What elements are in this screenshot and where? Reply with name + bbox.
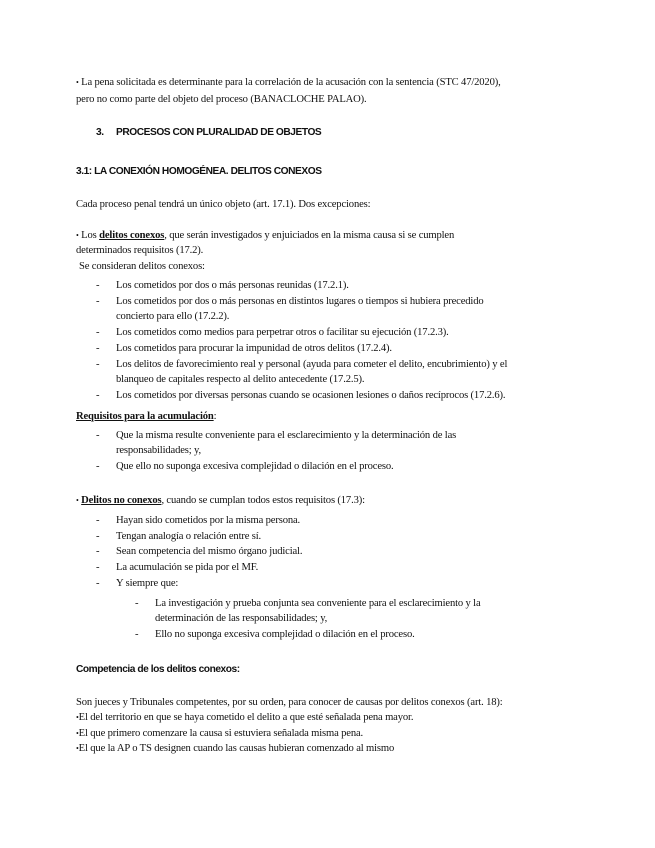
dash-icon: - bbox=[96, 359, 100, 370]
dash-icon: - bbox=[96, 280, 100, 291]
dash-icon: - bbox=[96, 343, 100, 354]
term-delitos-no-conexos: Delitos no conexos bbox=[81, 495, 162, 506]
section-3-heading: 3. PROCESOS CON PLURALIDAD DE OBJETOS bbox=[96, 127, 322, 138]
competencia-intro: Son jueces y Tribunales competentes, por su orden, para conocer de causas por delitos conexos (art. 18): bbox=[76, 697, 503, 708]
requisito-item: Que ello no suponga excesiva complejidad o dilación en el proceso. bbox=[116, 461, 394, 472]
competencia-item: •El del territorio en que se haya cometido el delito a que esté señalada pena mayor. bbox=[76, 712, 414, 723]
dash-icon: - bbox=[96, 546, 100, 557]
dash-icon: - bbox=[96, 461, 100, 472]
no-conexo-subitem: La investigación y prueba conjunta sea conveniente para el esclarecimiento y la bbox=[155, 598, 481, 609]
requisito-item-cont: responsabilidades; y, bbox=[116, 445, 202, 456]
bullet-icon: • bbox=[76, 713, 79, 722]
requisito-item: Que la misma resulte conveniente para el esclarecimiento y la determinación de las bbox=[116, 430, 457, 441]
no-conexo-subitem: Ello no suponga excesiva complejidad o dilación en el proceso. bbox=[155, 629, 415, 640]
conexo-item: Los cometidos por dos o más personas reunidas (17.2.1). bbox=[116, 280, 349, 291]
conexo-item: Los cometidos para procurar la impunidad de otros delitos (17.2.4). bbox=[116, 343, 392, 354]
bullet-icon: • bbox=[76, 231, 79, 240]
dash-icon: - bbox=[96, 515, 100, 526]
intro-line-1: • La pena solicitada es determinante para la correlación de la acusación con la sentencia (STC 47/2020), bbox=[76, 77, 501, 88]
dash-icon: - bbox=[135, 598, 139, 609]
no-conexo-subitem-cont: determinación de las responsabilidades; y, bbox=[155, 613, 328, 624]
competencia-heading: Competencia de los delitos conexos: bbox=[76, 664, 240, 675]
conexo-item: Los cometidos por diversas personas cuando se ocasionen lesiones o daños recíprocos (17.2.6). bbox=[116, 390, 506, 401]
paragraph-objeto: Cada proceso penal tendrá un único objeto (art. 17.1). Dos excepciones: bbox=[76, 199, 371, 210]
conexo-item-cont: concierto para ello (17.2.2). bbox=[116, 311, 230, 322]
no-conexo-item: La acumulación se pida por el MF. bbox=[116, 562, 259, 573]
bullet-icon: • bbox=[76, 496, 79, 505]
no-conexo-item: Y siempre que: bbox=[116, 578, 179, 589]
conexos-consideran: Se consideran delitos conexos: bbox=[79, 261, 205, 272]
bullet-icon: • bbox=[76, 729, 79, 738]
conexos-line-2: determinados requisitos (17.2). bbox=[76, 245, 204, 256]
no-conexo-item: Tengan analogía o relación entre sí. bbox=[116, 531, 262, 542]
dash-icon: - bbox=[96, 430, 100, 441]
dash-icon: - bbox=[96, 327, 100, 338]
dash-icon: - bbox=[135, 629, 139, 640]
dash-icon: - bbox=[96, 390, 100, 401]
dash-icon: - bbox=[96, 531, 100, 542]
competencia-item: •El que la AP o TS designen cuando las causas hubieran comenzado al mismo bbox=[76, 743, 395, 754]
requisitos-heading: Requisitos para la acumulación: bbox=[76, 411, 217, 422]
no-conexo-item: Hayan sido cometidos por la misma persona. bbox=[116, 515, 301, 526]
term-delitos-conexos: delitos conexos bbox=[99, 230, 165, 241]
conexo-item: Los cometidos como medios para perpetrar otros o facilitar su ejecución (17.2.3). bbox=[116, 327, 449, 338]
dash-icon: - bbox=[96, 578, 100, 589]
no-conexo-item: Sean competencia del mismo órgano judicial. bbox=[116, 546, 303, 557]
dash-icon: - bbox=[96, 562, 100, 573]
competencia-item: •El que primero comenzare la causa si estuviera señalada misma pena. bbox=[76, 728, 364, 739]
conexo-item-cont: blanqueo de capitales respecto al delito antecedente (17.2.5). bbox=[116, 374, 365, 385]
bullet-icon: • bbox=[76, 78, 79, 87]
no-conexos-line: • Delitos no conexos, cuando se cumplan todos estos requisitos (17.3): bbox=[76, 495, 365, 506]
conexo-item: Los delitos de favorecimiento real y personal (ayuda para cometer el delito, encubrimiento) y el bbox=[116, 359, 508, 370]
conexos-line-1: • Los delitos conexos, que serán investigados y enjuiciados en la misma causa si se cumplen bbox=[76, 230, 455, 241]
intro-line-2: pero no como parte del objeto del proceso (BANACLOCHE PALAO). bbox=[76, 94, 367, 105]
section-3-1-heading: 3.1: LA CONEXIÓN HOMOGÉNEA. DELITOS CONEXOS bbox=[76, 166, 322, 177]
bullet-icon: • bbox=[76, 744, 79, 753]
dash-icon: - bbox=[96, 296, 100, 307]
conexo-item: Los cometidos por dos o más personas en distintos lugares o tiempos si hubiera precedido bbox=[116, 296, 484, 307]
